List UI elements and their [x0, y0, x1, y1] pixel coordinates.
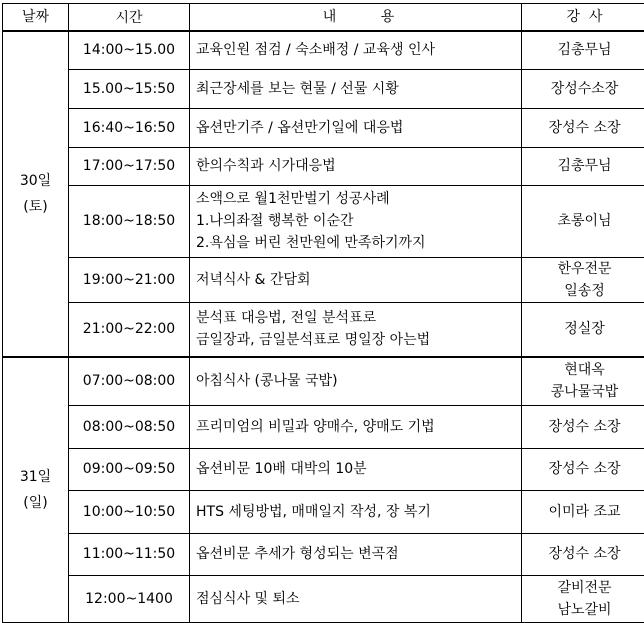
schedule-row [3, 31, 644, 69]
header-date: 날짜 [3, 4, 69, 32]
instructor-line: 장성수 소장 [548, 461, 621, 477]
time-cell: 17:00~17:50 [69, 147, 190, 185]
content-line: 금일장과, 금일분석표로 명일장 아는법 [196, 332, 431, 349]
content-line: 최근장세를 보는 현물 / 선물 시황 [196, 80, 399, 97]
time-cell: 08:00~08:50 [69, 405, 190, 448]
content-line: 저녁식사 & 간담회 [196, 271, 311, 288]
header-time: 시간 [69, 4, 190, 32]
instructor-cell [522, 31, 644, 69]
instructor-line: 김총무님 [557, 158, 612, 174]
content-cell [190, 405, 522, 448]
instructor-cell [522, 257, 644, 302]
instructor-cell [522, 357, 644, 405]
instructor-line: 장성수 소장 [548, 418, 621, 435]
content-cell [190, 147, 522, 185]
header-row [3, 4, 644, 32]
content-cell [190, 257, 522, 302]
content-line: 옵션만기주 / 옵션만기일에 대응법 [196, 119, 404, 136]
content-cell [190, 69, 522, 108]
content-cell [190, 31, 522, 69]
content-cell [190, 448, 522, 490]
content-line: 2.욕심을 버린 천만원에 만족하기까지 [196, 235, 426, 251]
content-line: 프리미엄의 비밀과 양매수, 양매도 기법 [196, 418, 435, 435]
instructor-line: 장성수소장 [550, 80, 619, 97]
instructor-line: 장성수 소장 [548, 119, 621, 136]
instructor-cell [522, 490, 644, 533]
schedule-body [3, 31, 644, 622]
schedule-row [3, 302, 644, 357]
instructor-cell [522, 405, 644, 448]
instructor-line: 초롱이님 [557, 213, 612, 229]
instructor-cell [522, 147, 644, 185]
time-cell: 11:00~11:50 [69, 533, 190, 575]
time-cell: 07:00~08:00 [69, 357, 190, 405]
header-content: 내 용 [190, 4, 522, 32]
content-cell [190, 490, 522, 533]
schedule-row [3, 147, 644, 185]
instructor-cell [522, 185, 644, 257]
content-cell [190, 533, 522, 575]
time-cell: 19:00~21:00 [69, 257, 190, 302]
time-cell: 15.00~15:50 [69, 69, 190, 108]
time-cell: 21:00~22:00 [69, 302, 190, 357]
content-line: 옵션비문 10배 대박의 10분 [196, 461, 367, 477]
date-day: 30일 [19, 173, 52, 189]
time-cell: 14:00~15.00 [69, 31, 190, 69]
content-cell [190, 185, 522, 257]
instructor-line: 일송정 [564, 282, 605, 299]
content-line: 점심식사 및 퇴소 [196, 590, 300, 607]
instructor-line: 콩나물국밥 [550, 384, 619, 401]
schedule-row [3, 490, 644, 533]
instructor-cell [522, 575, 644, 622]
schedule-row [3, 533, 644, 575]
instructor-line: 남노갈비 [557, 601, 612, 618]
content-line: 옵션비문 추세가 형성되는 변곡점 [196, 546, 399, 562]
instructor-line: 갈비전문 [557, 579, 612, 596]
content-cell [190, 357, 522, 405]
date-cell [3, 357, 69, 622]
time-cell: 09:00~09:50 [69, 448, 190, 490]
instructor-line: 이미라 조교 [548, 503, 621, 520]
time-cell: 10:00~10:50 [69, 490, 190, 533]
date-weekday: (토) [23, 199, 48, 215]
time-cell: 12:00~1400 [69, 575, 190, 622]
header-instructor: 강 사 [522, 4, 644, 32]
content-line: 한의수칙과 시가대응법 [196, 158, 336, 174]
content-cell [190, 108, 522, 147]
content-line: 1.나의좌절 행복한 이순간 [196, 213, 354, 229]
content-line: 분석표 대응법, 전일 분석표로 [196, 310, 377, 327]
schedule-row [3, 357, 644, 405]
instructor-cell [522, 448, 644, 490]
date-cell [3, 31, 69, 357]
instructor-cell [522, 69, 644, 108]
instructor-line: 김총무님 [557, 42, 612, 59]
content-cell [190, 302, 522, 357]
instructor-line: 정실장 [564, 321, 605, 338]
schedule-table [2, 3, 644, 623]
schedule-row [3, 257, 644, 302]
content-line: HTS 세팅방법, 매매일지 작성, 장 복기 [196, 503, 431, 520]
schedule-row [3, 448, 644, 490]
schedule-row [3, 185, 644, 257]
schedule-row [3, 405, 644, 448]
schedule-row [3, 575, 644, 622]
schedule-row [3, 69, 644, 108]
instructor-cell [522, 533, 644, 575]
content-line: 아침식사 (콩나물 국밥) [196, 373, 338, 390]
date-day: 31일 [19, 468, 52, 485]
content-line: 소액으로 월1천만벌기 성공사례 [196, 191, 390, 207]
time-cell: 18:00~18:50 [69, 185, 190, 257]
date-weekday: (일) [23, 494, 48, 511]
instructor-line: 현대옥 [564, 362, 605, 379]
instructor-cell [522, 108, 644, 147]
instructor-line: 한우전문 [557, 260, 612, 277]
schedule-row [3, 108, 644, 147]
instructor-line: 장성수 소장 [548, 546, 621, 562]
content-cell [190, 575, 522, 622]
content-line: 교육인원 점검 / 숙소배정 / 교육생 인사 [196, 42, 435, 59]
instructor-cell [522, 302, 644, 357]
time-cell: 16:40~16:50 [69, 108, 190, 147]
